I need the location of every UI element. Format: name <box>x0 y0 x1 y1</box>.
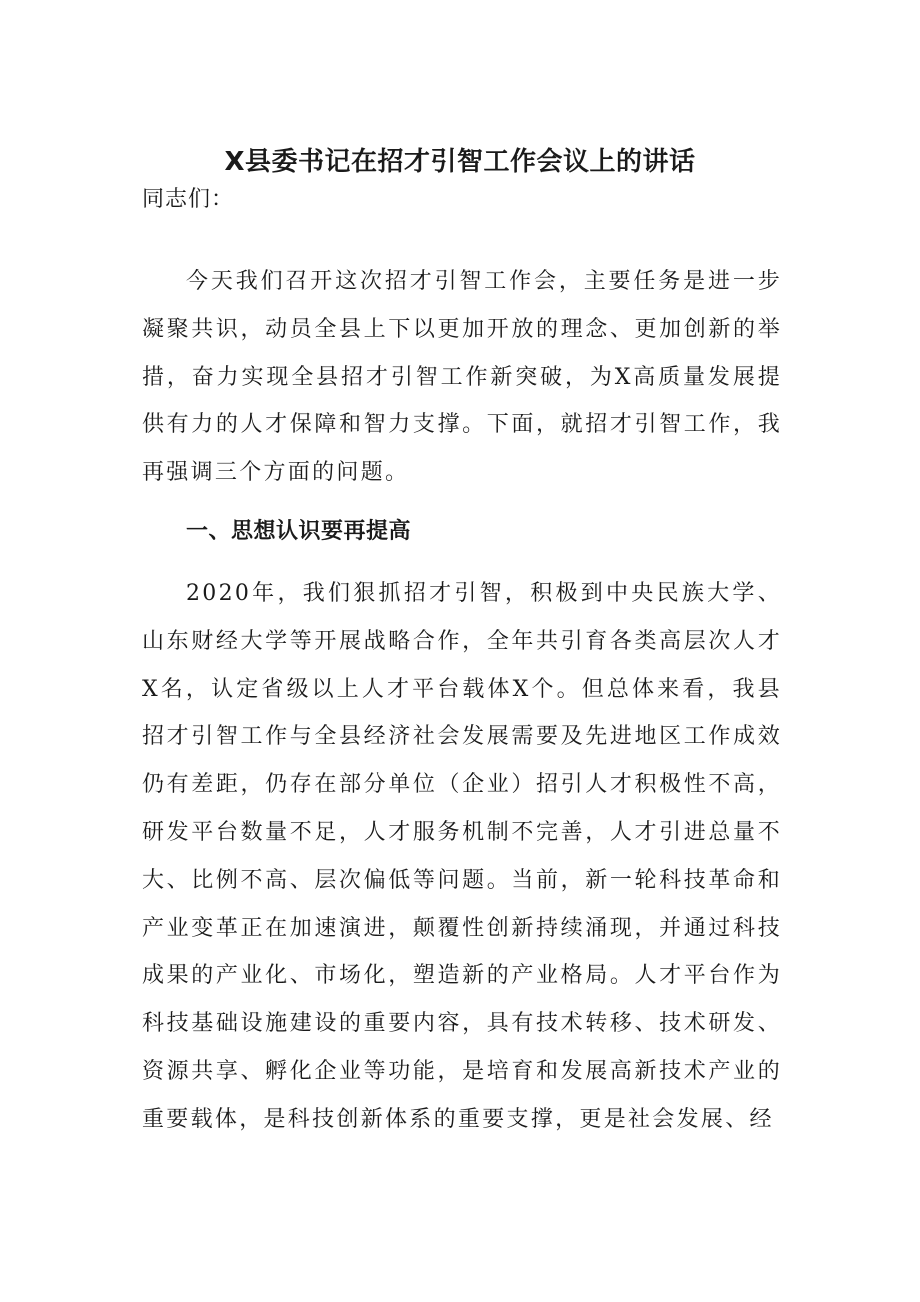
section-heading: 一、思想认识要再提高 <box>186 519 412 544</box>
paragraph-intro: 今天我们召开这次招才引智工作会，主要任务是进一步凝聚共识，动员全县上下以更加开放的理念、更加创新的举措，奋力实现全县招才引智工作新突破，为X高质量发展提供有力的人才保障和智力支撑。下面，就招才引智工作，我再强调三个方面的问题。 <box>142 269 782 486</box>
document-title: X县委书记在招才引智工作会议上的讲话 <box>224 147 696 177</box>
salutation: 同志们： <box>142 187 235 212</box>
paragraph-body: 2020年，我们狠抓招才引智，积极到中央民族大学、山东财经大学等开展战略合作，全年共引育各类高层次人才X名，认定省级以上人才平台载体X个。但总体来看，我县招才引智工作与全县经济社会发展需要及先进地区工作成效仍有差距，仍存在部分单位（企业）招引人才积极性不高，研发平台数量不足，人才服务机制不完善，人才引进总量不大、比例不高、层次偏低等问题。当前，新一轮科技革命和产业变革正在加速演进，颠覆性创新持续涌现，并通过科技成果的产业化、市场化，塑造新的产业格局。人才平台作为科技基础设施建设的重要内容，具有技术转移、技术研发、资源共享、孵化企业等功能，是培育和发展高新技术产业的重要载体，是科技创新体系的重要支撑，更是社会发展、经 <box>142 581 782 1132</box>
